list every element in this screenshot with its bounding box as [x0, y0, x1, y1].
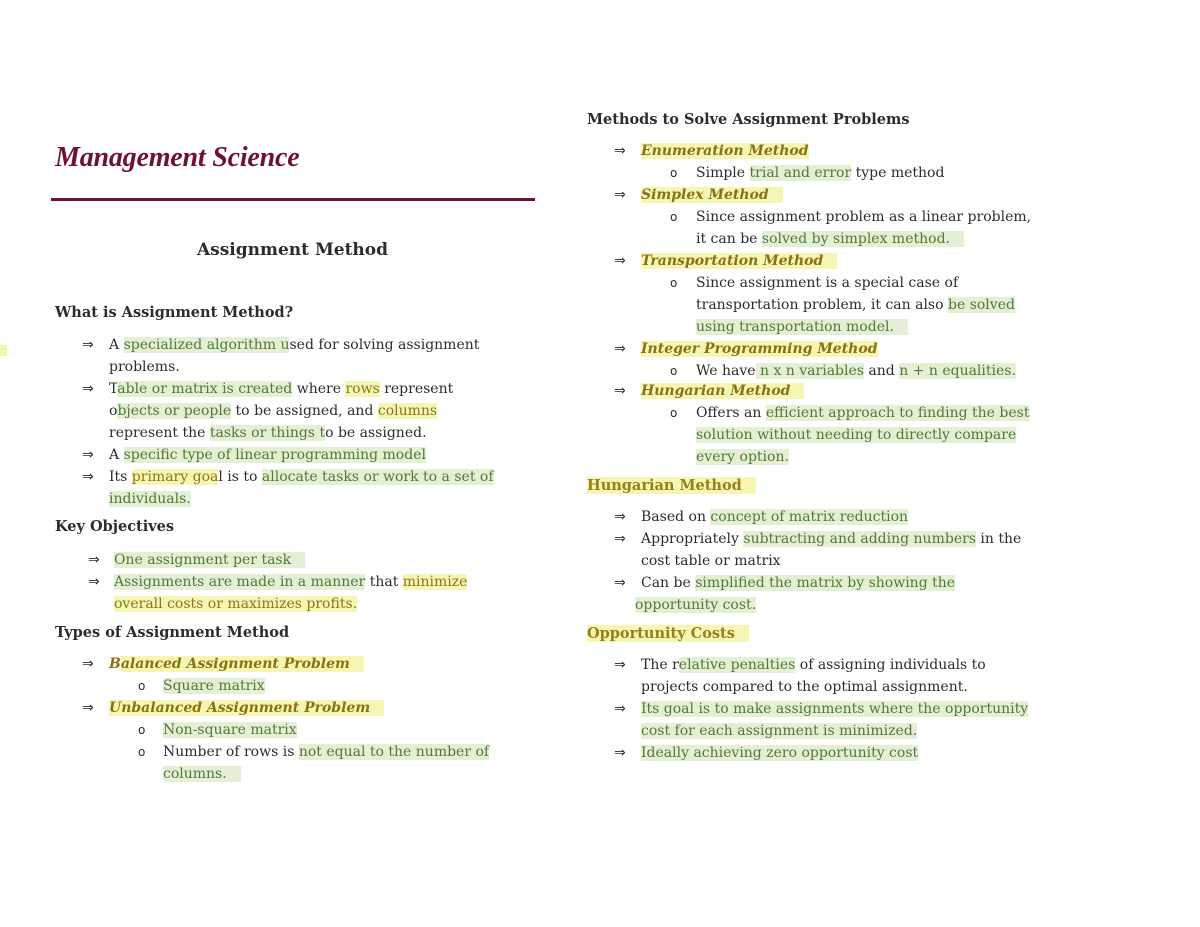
bullet-icon: o — [670, 166, 678, 180]
list-item: Table or matrix is created where rows represent — [109, 381, 454, 397]
sub-list-item-cont: solution without needing to directly compare — [696, 427, 1017, 443]
sub-list-item-cont: it can be solved by simplex method. — [696, 228, 964, 250]
list-item: Its goal is to make assignments where the opportunity — [641, 701, 1029, 717]
sub-list-item: Non-square matrix — [163, 722, 297, 738]
bullet-icon: o — [138, 723, 146, 737]
document-title: Management Science — [55, 142, 300, 173]
arrow-icon: ⇒ — [82, 447, 94, 463]
sub-list-item: We have n x n variables and n + n equalities. — [696, 363, 1016, 379]
heading-hungarian-method: Hungarian Method — [587, 477, 756, 494]
sub-list-item-cont: using transportation model. — [696, 316, 908, 338]
sub-list-item: Since assignment problem as a linear problem, — [696, 209, 1032, 225]
arrow-icon: ⇒ — [82, 337, 94, 353]
arrow-icon: ⇒ — [82, 469, 94, 485]
list-item: Its primary goal is to allocate tasks or work to a set of — [109, 469, 494, 485]
arrow-icon: ⇒ — [614, 701, 626, 717]
bullet-icon: o — [670, 364, 678, 378]
list-item: Can be simplified the matrix by showing the — [641, 575, 956, 591]
list-item-cont: represent the tasks or things to be assigned. — [109, 425, 427, 441]
method-item: Simplex Method — [641, 184, 783, 206]
list-item: A specific type of linear programming model — [109, 447, 426, 463]
method-item: Transportation Method — [641, 250, 837, 272]
arrow-icon: ⇒ — [88, 574, 100, 590]
list-item-cont: overall costs or maximizes profits. — [114, 596, 358, 612]
bullet-icon: o — [670, 210, 678, 224]
arrow-icon: ⇒ — [614, 143, 626, 159]
sub-list-item-cont: every option. — [696, 449, 789, 465]
sub-list-item: Since assignment is a special case of — [696, 275, 959, 291]
sub-list-item: Number of rows is not equal to the number of — [163, 744, 490, 760]
bullet-icon: o — [670, 406, 678, 420]
list-item: Balanced Assignment Problem — [109, 653, 364, 675]
list-item-cont: cost table or matrix — [641, 553, 781, 569]
highlight-mark — [0, 345, 7, 356]
list-item-cont: objects or people to be assigned, and columns — [109, 403, 438, 419]
arrow-icon: ⇒ — [82, 700, 94, 716]
method-item: Enumeration Method — [641, 143, 809, 159]
arrow-icon: ⇒ — [614, 509, 626, 525]
list-item-cont: opportunity cost. — [635, 597, 757, 613]
arrow-icon: ⇒ — [614, 531, 626, 547]
sub-list-item: Offers an efficient approach to finding the best — [696, 405, 1030, 421]
heading-what-is: What is Assignment Method? — [55, 304, 294, 321]
list-item-cont: problems. — [109, 359, 180, 375]
method-item: Hungarian Method — [641, 380, 804, 402]
title-rule — [51, 198, 535, 201]
list-item: Based on concept of matrix reduction — [641, 509, 909, 525]
list-item: Unbalanced Assignment Problem — [109, 697, 384, 719]
arrow-icon: ⇒ — [614, 745, 626, 761]
list-item: Assignments are made in a manner that minimize — [114, 574, 468, 590]
list-item: Ideally achieving zero opportunity cost — [641, 745, 919, 761]
arrow-icon: ⇒ — [614, 187, 626, 203]
heading-types: Types of Assignment Method — [55, 624, 290, 641]
list-item: The relative penalties of assigning individuals to — [641, 657, 986, 673]
sub-list-item: Square matrix — [163, 678, 265, 694]
arrow-icon: ⇒ — [88, 552, 100, 568]
heading-opportunity-costs: Opportunity Costs — [587, 625, 749, 642]
bullet-icon: o — [670, 276, 678, 290]
bullet-icon: o — [138, 745, 146, 759]
bullet-icon: o — [138, 679, 146, 693]
arrow-icon: ⇒ — [614, 575, 626, 591]
method-item: Integer Programming Method — [641, 341, 878, 357]
arrow-icon: ⇒ — [614, 383, 626, 399]
list-item: Appropriately subtracting and adding numbers in the — [641, 531, 1022, 547]
arrow-icon: ⇒ — [614, 341, 626, 357]
arrow-icon: ⇒ — [82, 381, 94, 397]
heading-methods: Methods to Solve Assignment Problems — [587, 111, 910, 128]
list-item-cont: individuals. — [109, 491, 191, 507]
heading-key-objectives: Key Objectives — [55, 518, 175, 535]
arrow-icon: ⇒ — [82, 656, 94, 672]
sub-list-item-cont: columns. — [163, 763, 241, 785]
list-item-cont: cost for each assignment is minimized. — [641, 723, 918, 739]
list-item: A specialized algorithm used for solving assignment — [109, 337, 480, 353]
sub-list-item-cont: transportation problem, it can also be solved — [696, 297, 1015, 313]
arrow-icon: ⇒ — [614, 657, 626, 673]
arrow-icon: ⇒ — [614, 253, 626, 269]
sub-list-item: Simple trial and error type method — [696, 165, 945, 181]
list-item: One assignment per task — [114, 549, 305, 571]
list-item-cont: projects compared to the optimal assignment. — [641, 679, 968, 695]
section-title: Assignment Method — [196, 240, 389, 260]
